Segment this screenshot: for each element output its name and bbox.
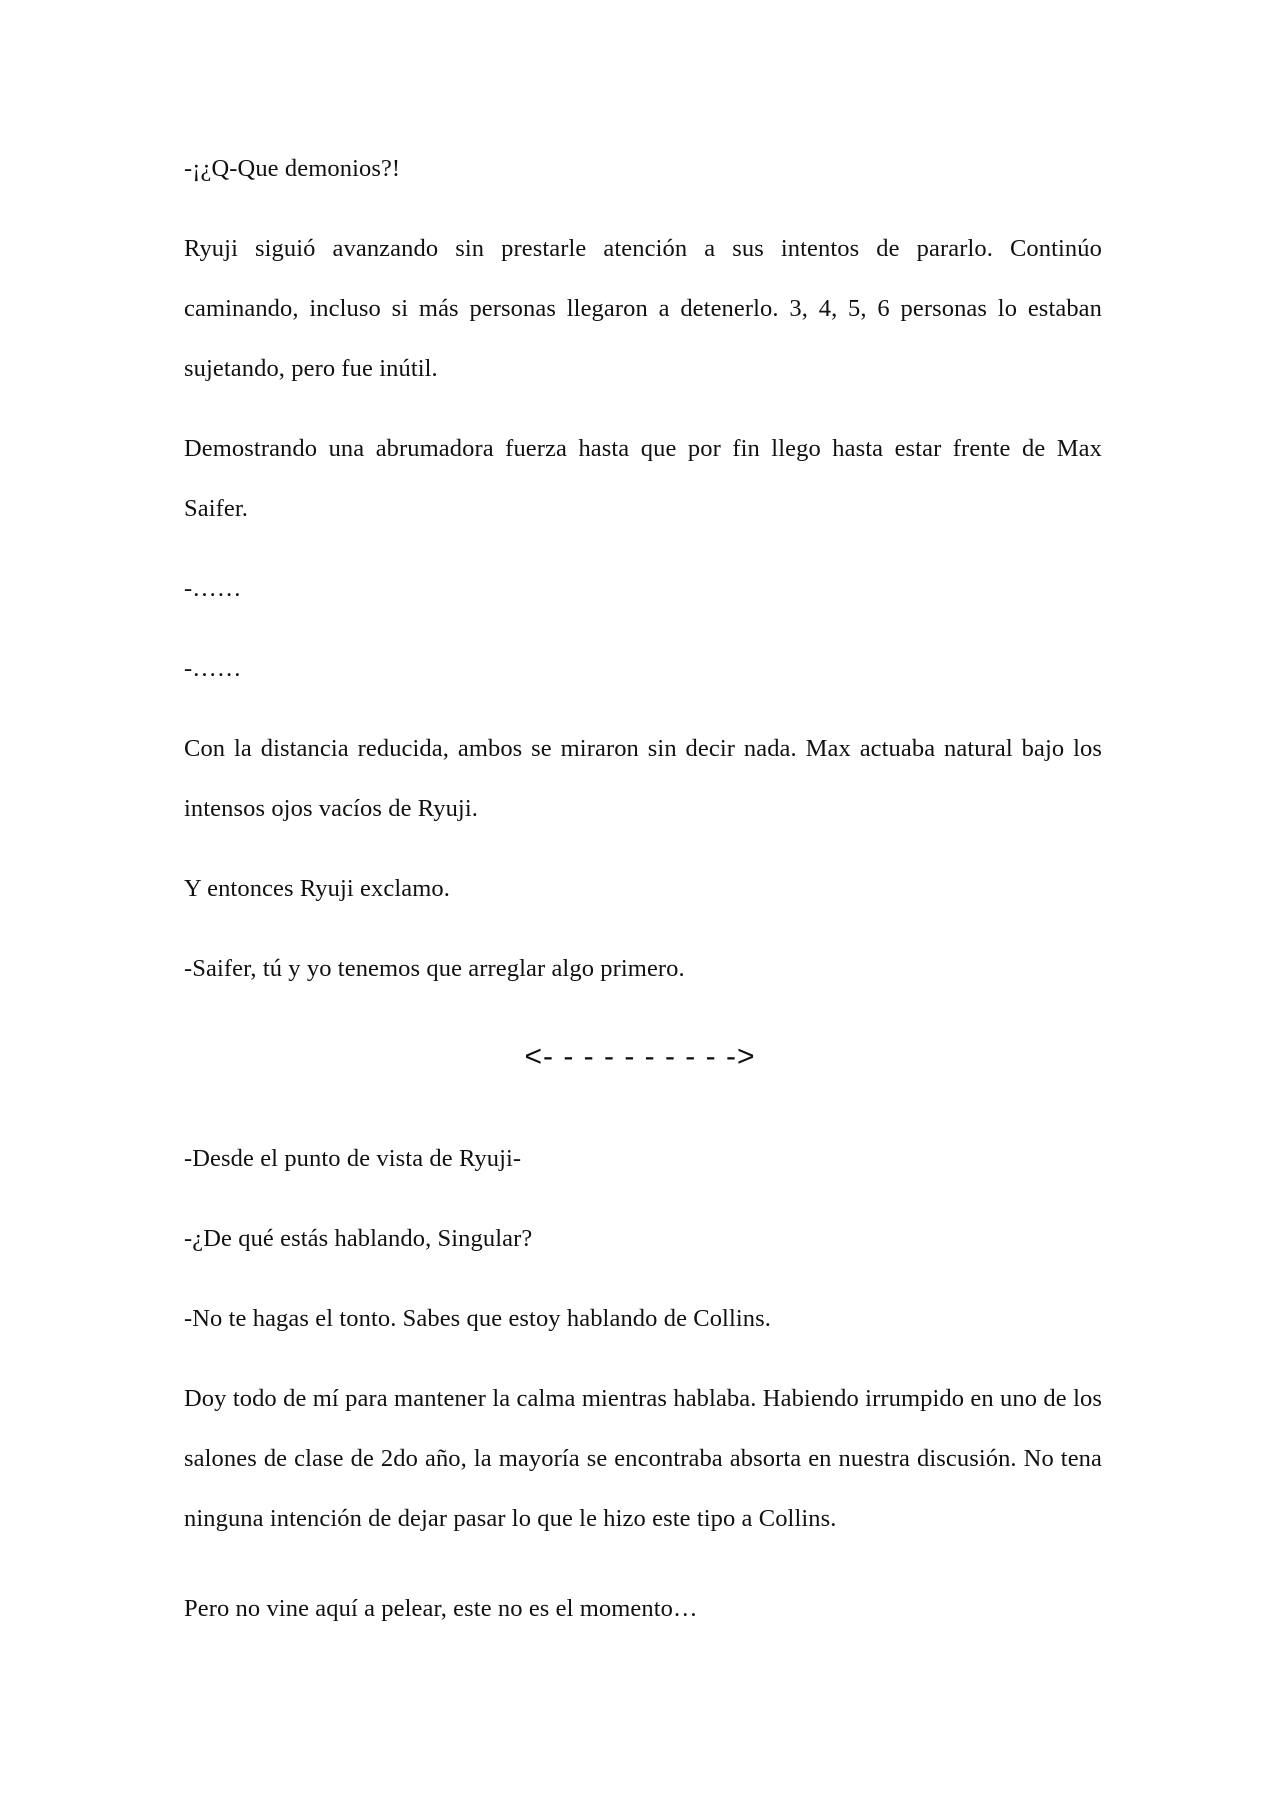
- paragraph: Demostrando una abrumadora fuerza hasta que por fin llego hasta estar frente de Max Saifer.: [184, 435, 1102, 522]
- paragraph: -¿De qué estás hablando, Singular?: [184, 1225, 533, 1252]
- paragraph: Pero no vine aquí a pelear, este no es el momento…: [184, 1595, 698, 1622]
- paragraph: Y entonces Ryuji exclamo.: [184, 875, 450, 902]
- paragraph: -Desde el punto de vista de Ryuji-: [184, 1145, 522, 1172]
- paragraph: -……: [184, 575, 242, 602]
- paragraph: -No te hagas el tonto. Sabes que estoy hablando de Collins.: [184, 1305, 771, 1332]
- paragraph: -¡¿Q-Que demonios?!: [184, 155, 401, 182]
- paragraph: Ryuji siguió avanzando sin prestarle atención a sus intentos de pararlo. Continúo caminando, incluso si más personas llegaron a detenerlo. 3, 4, 5, 6 personas lo estaban sujetando, pero fue inútil.: [184, 235, 1102, 382]
- paragraph: Con la distancia reducida, ambos se miraron sin decir nada. Max actuaba natural bajo los intensos ojos vacíos de Ryuji.: [184, 735, 1102, 822]
- paragraph: -Saifer, tú y yo tenemos que arreglar algo primero.: [184, 955, 685, 982]
- section-separator: <- - - - - - - - - ->: [524, 1040, 756, 1073]
- paragraph: -……: [184, 655, 242, 682]
- paragraph: Doy todo de mí para mantener la calma mientras hablaba. Habiendo irrumpido en uno de los salones de clase de 2do año, la mayoría se encontraba absorta en nuestra discusión. No tena ninguna intención de dejar pasar lo que le hizo este tipo a Collins.: [184, 1385, 1102, 1532]
